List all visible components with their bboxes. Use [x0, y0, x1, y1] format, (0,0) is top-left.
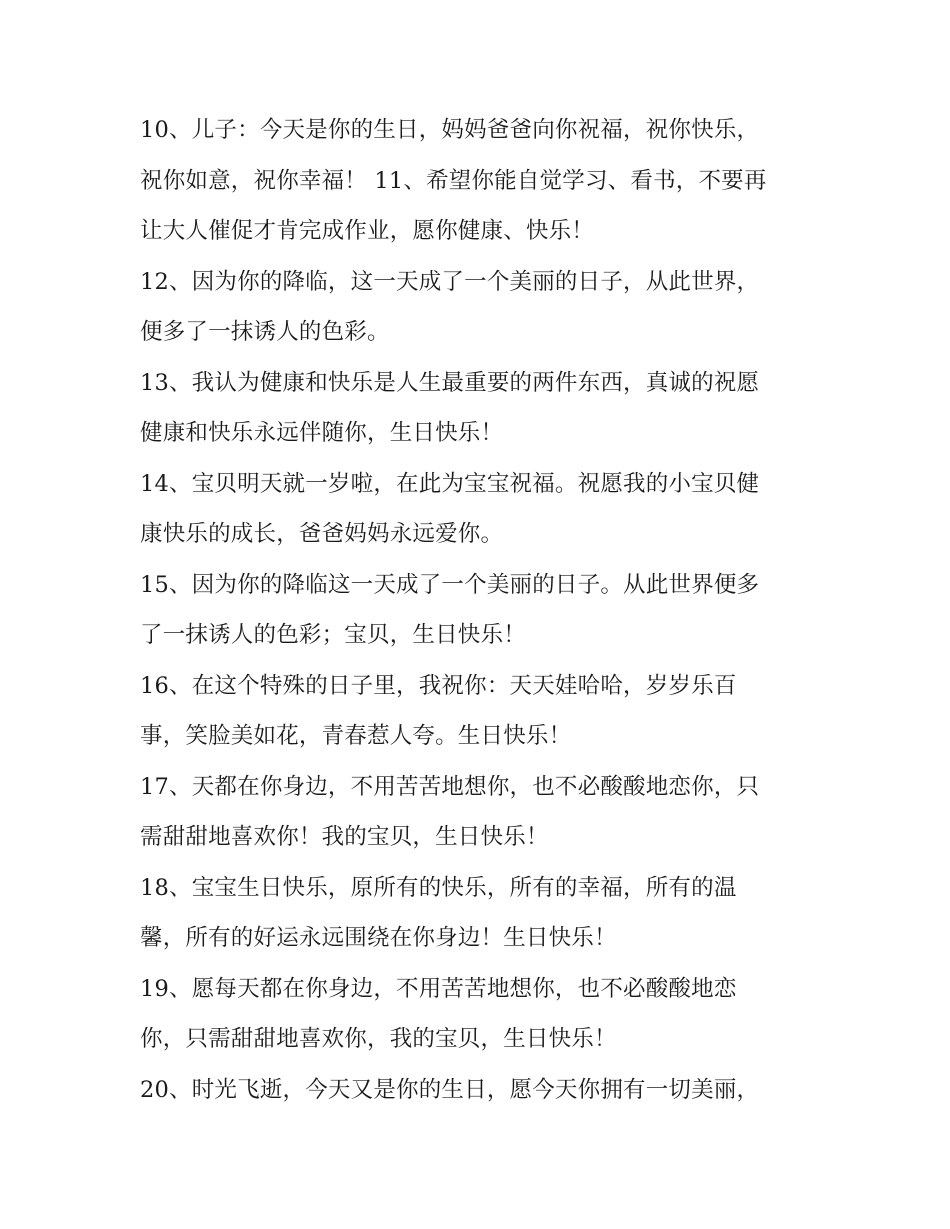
text-line: 15、因为你的降临这一天成了一个美丽的日子。从此世界便多 [140, 571, 760, 598]
text-line: 了一抹诱人的色彩；宝贝，生日快乐！ [140, 622, 526, 648]
text-line: 康快乐的成长，爸爸妈妈永远爱你。 [140, 521, 504, 547]
text-line: 18、宝宝生日快乐，原所有的快乐，所有的幸福，所有的温 [140, 874, 737, 901]
text-line: 馨，所有的好运永远围绕在你身边！生日快乐！ [140, 925, 617, 951]
text-line: 让大人催促才肯完成作业，愿你健康、快乐！ [140, 218, 595, 244]
text-line: 10、儿子：今天是你的生日，妈妈爸爸向你祝福，祝你快乐， [140, 117, 760, 143]
document-body [140, 105, 820, 1115]
text-line: 19、愿每天都在你身边，不用苦苦地想你，也不必酸酸地恋 [140, 975, 737, 1002]
text-line: 17、天都在你身边，不用苦苦地想你，也不必酸酸地恋你，只 [140, 773, 760, 800]
text-line: 20、时光飞逝，今天又是你的生日，愿今天你拥有一切美丽， [140, 1076, 760, 1103]
text-line: 14、宝贝明天就一岁啦，在此为宝宝祝福。祝愿我的小宝贝健 [140, 470, 760, 497]
text-line: 需甜甜地喜欢你！我的宝贝，生日快乐！ [140, 824, 549, 850]
text-line: 13、我认为健康和快乐是人生最重要的两件东西，真诚的祝愿 [140, 369, 760, 396]
text-line: 健康和快乐永远伴随你，生日快乐！ [140, 420, 504, 446]
text-line: 12、因为你的降临，这一天成了一个美丽的日子，从此世界， [140, 268, 760, 295]
text-line: 你，只需甜甜地喜欢你，我的宝贝，生日快乐！ [140, 1026, 617, 1052]
text-line: 事，笑脸美如花，青春惹人夸。生日快乐！ [140, 723, 572, 749]
text-line: 便多了一抹诱人的色彩。 [140, 319, 390, 345]
text-line: 祝你如意，祝你幸福！ 11、希望你能自觉学习、看书，不要再 [140, 167, 767, 194]
text-line: 16、在这个特殊的日子里，我祝你：天天娃哈哈，岁岁乐百 [140, 672, 737, 699]
